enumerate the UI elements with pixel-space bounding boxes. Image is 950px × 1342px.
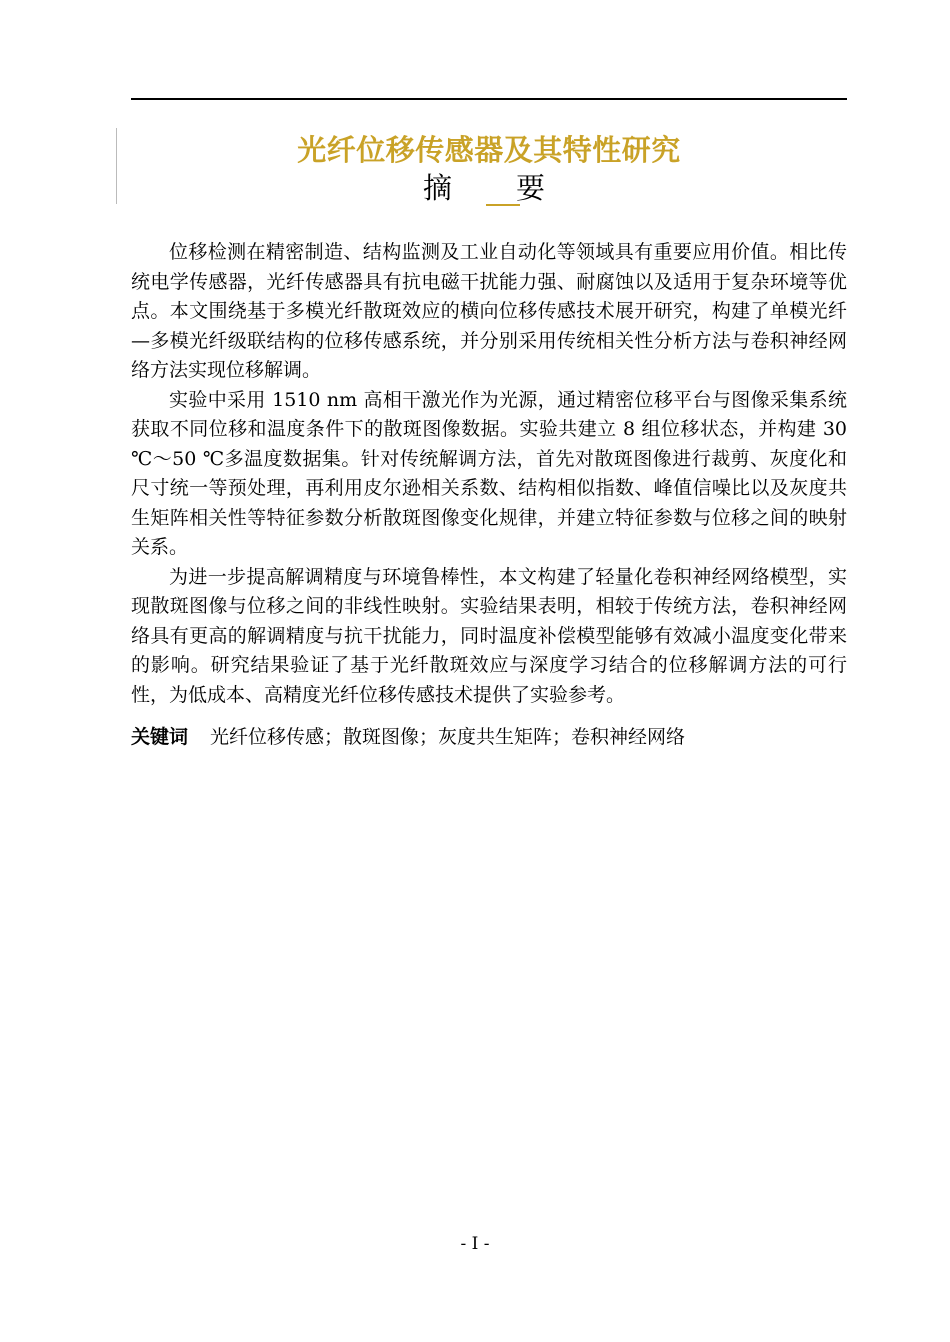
- abstract-heading-underline: [486, 204, 520, 206]
- paper-title: 光纤位移传感器及其特性研究: [297, 133, 681, 167]
- abstract-paragraph-3: 为进一步提高解调精度与环境鲁棒性，本文构建了轻量化卷积神经网络模型，实现散斑图像与位移之间的非线性映射。实验结果表明，相较于传统方法，卷积神经网络具有更高的解调精度与抗干扰能力，同时温度补偿模型能够有效减小温度变化带来的影响。研究结果验证了基于光纤散斑效应与深度学习结合的位移解调方法的可行性，为低成本、高精度光纤位移传感技术提供了实验参考。: [131, 565, 847, 706]
- keywords-text: 光纤位移传感；散斑图像；灰度共生矩阵；卷积神经网络: [210, 726, 686, 748]
- abstract-heading-char-1: 摘: [423, 171, 453, 205]
- header-rule: [131, 98, 847, 100]
- abstract-paragraph-2: 实验中采用 1510 nm 高相干激光作为光源，通过精密位移平台与图像采集系统获取不同位移和温度条件下的散斑图像数据。实验共建立 8 组位移状态，并构建 30 ℃～50 ℃多温度数据集。针对传统解调方法，首先对散斑图像进行裁剪、灰度化和尺寸统一等预处理，再利用皮尔逊相关系数、结构相似指数、峰值信噪比以及灰度共生矩阵相关性等特征参数分析散斑图像变化规律，并建立特征参数与位移之间的映射关系。: [131, 388, 847, 558]
- abstract-paragraph-1: 位移检测在精密制造、结构监测及工业自动化等领域具有重要应用价值。相比传统电学传感器，光纤传感器具有抗电磁干扰能力强、耐腐蚀以及适用于复杂环境等优点。本文围绕基于多模光纤散斑效应的横向位移传感技术展开研究，构建了单模光纤—多模光纤级联结构的位移传感系统，并分别采用传统相关性分析方法与卷积神经网络方法实现位移解调。: [131, 241, 847, 381]
- abstract-heading: [423, 168, 545, 208]
- abstract-heading-char-2: 要: [516, 171, 546, 205]
- keywords-line: [131, 722, 847, 752]
- abstract-body: [131, 238, 847, 752]
- keywords-label: 关键词: [131, 726, 189, 748]
- margin-mark: [116, 128, 117, 204]
- page-number: - I -: [460, 1234, 490, 1254]
